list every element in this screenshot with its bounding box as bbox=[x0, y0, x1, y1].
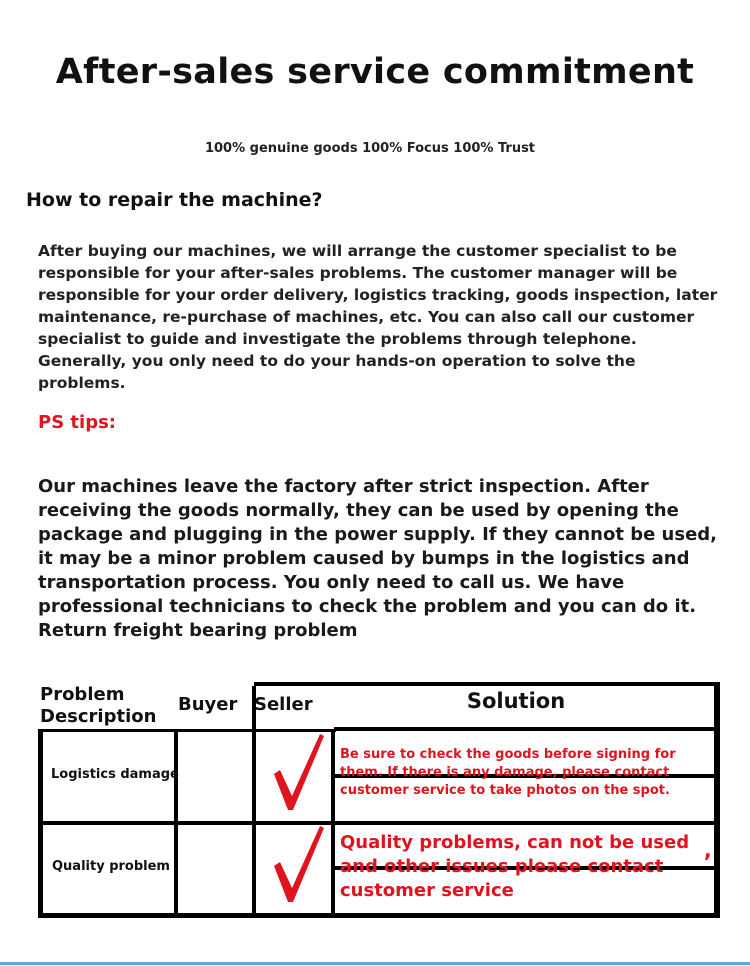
table-border bbox=[38, 821, 720, 825]
checkmark-stroke bbox=[274, 826, 324, 902]
repair-paragraph: After buying our machines, we will arrange the customer specialist to be responsible for your after-sales problems. The customer manager will be responsible for your order delivery, logistics tracking, goods inspection, later maintenance, re-purchase of machines, etc. You can also call our customer specialist to guide and investigate the problems through telephone. Generally, you only need to do your hands-on operation to solve the problems. bbox=[38, 242, 718, 392]
row-solution-quality: Quality problems, can not be used and other issues please contact customer service bbox=[340, 832, 690, 901]
table-border bbox=[38, 729, 43, 918]
bottom-rule bbox=[0, 962, 750, 965]
section-heading: How to repair the machine? bbox=[26, 189, 323, 211]
row-solution-logistics-damage: Be sure to check the goods before signing for them. If there is any damage, please contact customer service to take photos on the spot. bbox=[340, 747, 676, 798]
table-border bbox=[254, 682, 720, 686]
header-solution: Solution bbox=[466, 689, 566, 713]
inspection-paragraph: Our machines leave the factory after strict inspection. After receiving the goods normally, they can be used by opening the package and plugging in the power supply. If they cannot be used, it may be a minor problem caused by bumps in the logistics and transportation process. You only need to call us. We have professional technicians to check the problem and you can do it. Return freight bearing problem bbox=[38, 476, 718, 641]
header-buyer: Buyer bbox=[178, 694, 238, 715]
table-border bbox=[252, 686, 256, 918]
seller-checkmark-icon bbox=[270, 730, 326, 812]
header-seller: Seller bbox=[254, 694, 313, 715]
row-problem-logistics-damage: Logistics damage bbox=[51, 767, 179, 782]
stray-comma: , bbox=[704, 838, 712, 862]
ps-tips-label: PS tips: bbox=[38, 412, 116, 433]
table-border bbox=[174, 729, 178, 918]
table-border bbox=[331, 729, 335, 918]
checkmark-stroke bbox=[274, 734, 324, 810]
header-problem-description: Problem Description bbox=[40, 684, 157, 727]
table-border bbox=[714, 682, 720, 918]
table-border bbox=[38, 913, 720, 918]
seller-checkmark-icon bbox=[270, 822, 326, 904]
table-border bbox=[334, 727, 720, 731]
page-title: After-sales service commitment bbox=[55, 52, 695, 92]
page-subtitle: 100% genuine goods 100% Focus 100% Trust bbox=[204, 141, 536, 156]
row-problem-quality: Quality problem bbox=[52, 859, 170, 874]
